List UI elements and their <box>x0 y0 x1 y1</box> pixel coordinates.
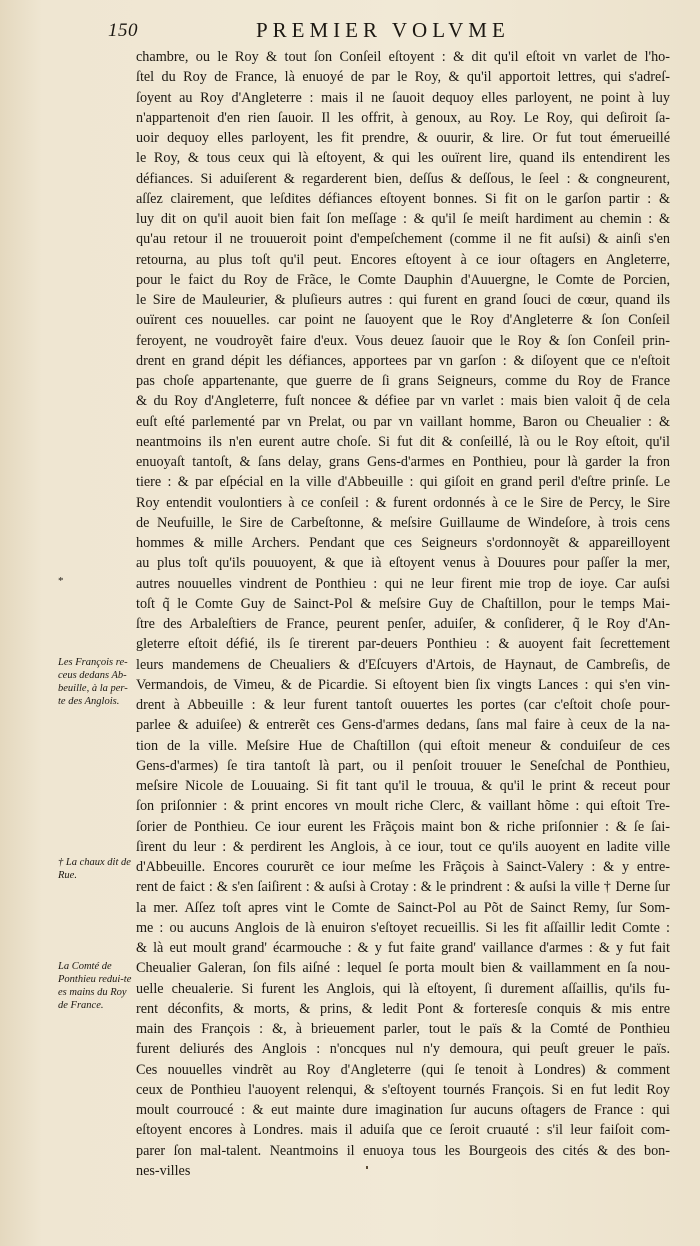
text-line: neantmoins ils n'en eurent autre choſe. Si fut dit & conſeillé, là ou le Roy eſtoit, qu'il <box>136 433 670 450</box>
catchword <box>136 1181 670 1201</box>
text-line: aſſez clairement, que leſdites défiances eſtoyent bonnes. Si fit on le garſon partir : & <box>136 190 670 207</box>
text-line: luy dit on qu'il auoit bien fait ſon meſſage : & qu'il ſe meiſt hardiment au chemin : & <box>136 211 670 227</box>
margin-note-rue <box>58 856 132 882</box>
text-line: ſorier de Ponthieu. Ce iour eurent les Frãçois maint bon & riche priſonnier : & ſe ſai- <box>136 818 670 835</box>
text-line: uoir dequoy elles parloyent, les fit prendre, & ouurir, & lire. Or fut tout émerueillé <box>136 130 670 146</box>
text-line: ſtel du Roy de France, là enuoyé de par le Roy, & qu'il apportoit lettres, qui s'adreſ- <box>136 69 670 86</box>
text-line: leurs mandemens de Cheualiers & d'Eſcuyers d'Artois, de Haynaut, de Cambreſis, de <box>136 656 670 673</box>
text-line: autres nouuelles vindrent de Ponthieu : qui ne leur firent mie trop de ioye. Car auſsi <box>136 575 670 592</box>
text-line: moult courroucé : & eut mainte dure imagination ſur aucuns oſtagers de France : qui <box>136 1102 670 1118</box>
text-line: me : ou aucuns Anglois de là enuiron s'eſtoyet recueillis. Si les fit aſſaillir ledit Comte : <box>136 919 670 936</box>
text-line: le Sire de Mauleurier, & pluſieurs autres : qui furent en grand ſouci de cœur, quand ils <box>136 292 670 308</box>
text-line: Cheualier Galeran, ſon fils aiſné : lequel ſe porta moult bien & vaillamment en ſa nou- <box>136 960 670 977</box>
margin-note-text: La Comté de Ponthieu redui-te es mains du Roy de France. <box>58 961 132 1011</box>
running-title: PREMIER VOLVME <box>256 18 510 42</box>
text-line: rent déconfits, & morts, & prins, & ledit Pont & forteresſe conquis & mis entre <box>136 1000 670 1017</box>
text-line: de Neufuille, le Sire de Carbeſtonne, & meſsire Guillaume de Windeſore, à trois cens <box>136 514 670 531</box>
margin-asterisk: * <box>58 575 64 587</box>
margin-note-text: Les François re-ceus dedans Ab-beuille, à la per-te des Anglois. <box>58 657 128 707</box>
text-line: ſon priſonnier : & print encores vn moult riche Clerc, & vaillant hõme : qui eſtoit Tre- <box>136 798 670 815</box>
text-line: hommes & mille Archers. Pendant que ces Seigneurs s'ordonnoyẽt & appareilloyent <box>136 535 670 551</box>
text-line: retourna, au plus toſt qu'il peut. Encores eſtoyent à ce iour oſtagers en Angleterre, <box>136 251 670 268</box>
text-line: enuoyaſt tantoſt, & ſans delay, grans Gens-d'armes en Ponthieu, pour là garder la fron <box>136 454 670 470</box>
text-line: uelle cheualerie. Si furent les Anglois, qui là eſtoyent, ſi durement aſſaillis, qu'ils fu- <box>136 980 670 997</box>
text-line: pas choſe appartenante, que guerre de ſi grans Seigneurs, comme du Roy de France <box>136 373 670 389</box>
text-line: nes-villes <box>136 1162 191 1179</box>
text-line: rent de faict : & s'en ſaiſirent : & auſsi à Crotay : & le prindrent : & auſsi la ville † Derne ſur <box>136 879 670 896</box>
text-line: & du Roy d'Angleterre, fuſt noncee & défiee par vn varlet : mais bien valoit q̃ de cela <box>136 393 670 410</box>
text-line: qu'au retour il ne trouueroit point d'empeſchement (comme il ne fit auſsi) & ainſi s'en <box>136 231 670 248</box>
text-line: tiere : & par eſpécial en la ville d'Abbeuille : qui giſoit en grand peril d'eſtre prinſe. Le <box>136 474 670 491</box>
text-line: Roy entendit voulontiers à ce conſeil : & furent ordonnés à ce le Sire de Percy, le Sire <box>136 494 670 511</box>
text-line: défiances. Si aduiſerent & regarderent bien, deſſus & deſſous, le ſeel : & congneurent, <box>136 170 670 187</box>
text-line: ouïrent ces nouuelles. car point ne ſauoyent que le Roy d'Angleterre & ſon Conſeil <box>136 312 670 329</box>
margin-note-abbeville <box>58 656 132 708</box>
text-line: feroyent, ne voudroyẽt faire d'eux. Vous deuez ſauoir que le Roy & ſon Conſeil prin- <box>136 332 670 349</box>
page-number: 150 <box>108 20 138 41</box>
text-line: d'Abbeuille. Encores coururẽt ce iour meſme les Frãçois à Sainct-Valery : & y entre- <box>136 859 670 875</box>
text-line: parlee & aduiſee) & entrerẽt ces Gens-d'armes dedans, ſans mal faire à ceux de la na- <box>136 717 670 734</box>
text-line: furent deliurés des Anglois : n'oncques nul n'y demoura, qui peuſt greuer le païs. <box>136 1041 670 1058</box>
text-line: euſt eſté parlementé par vn Prelat, ou par vn vaillant homme, Baron ou Cheualier : & <box>136 413 670 430</box>
text-line: ſoyent au Roy d'Angleterre : mais il ne ſauoit dequoy elles parloyent, ne point à luy <box>136 89 670 106</box>
text-line: le Roy, & tous ceux qui là eſtoyent, & qui les ouïrent lire, quand ils entendirent les <box>136 150 670 167</box>
text-line: pour le faict du Roy de Frãce, le Comte Dauphin d'Auuergne, le Comte de Porcien, <box>136 271 670 288</box>
text-line: Gens-d'armes) ſe tira tantoſt là part, ou il penſoit trouuer le Seneſchal de Ponthieu, <box>136 757 670 774</box>
text-line: ſirent du leur : & perdirent les Anglois, à ce iour, tout ce qu'ils auoyent en ladite ville <box>136 838 670 855</box>
margin-note-text: † La chaux dit de Rue. <box>58 857 131 881</box>
text-line: Ces nouuelles vindrẽt au Roy d'Angleterre (qui ſe tenoit à Londres) & comment <box>136 1061 670 1078</box>
text-line: chambre, ou le Roy & tout ſon Conſeil eſtoyent : & dit qu'il eſtoit vn varlet de l'ho- <box>136 49 670 65</box>
text-line: ſtre des Arbaleſtiers de France, peurent penſer, aduiſer, & conſiderer, q̃ le Roy d'An- <box>136 616 670 632</box>
text-line: drent à Abbeuille : & leur furent tantoſt ouuertes les portes (car c'eſtoit choſe pour- <box>136 697 670 713</box>
page-header <box>108 18 688 46</box>
text-line: toſt q̃ le Comte Guy de Sainct-Pol & meſsire Guy de Chaſtillon, pour le temps Mai- <box>136 595 670 612</box>
text-line: ceux de Ponthieu l'auoyent relenqui, & s'eſtoyent tournés François. Si en fut ledit Roy <box>136 1081 670 1098</box>
text-line: gleterre eſtoit défié, ils ſe tirerent par-deuers Ponthieu : & auoyent fait ſecrettement <box>136 636 670 653</box>
text-line: main des François : &, à brieuement parler, tout le païs & la Comté de Ponthieu <box>136 1021 670 1037</box>
text-line: n'appartenoit d'en rien ſauoir. Il les offrit, à genoux, au Roy. Le Roy, qui deſiroit ſa- <box>136 109 670 126</box>
text-line: au plus toſt qu'ils pouuoyent, & que ià eſtoyent venus à Douures pour paſſer la mer, <box>136 555 670 572</box>
text-line: parer ſon mal-talent. Neantmoins il enuoya tous les Bourgeois des cités & des bon- <box>136 1142 670 1159</box>
ink-speck <box>366 1166 368 1169</box>
text-line: la mer. Aſſez toſt apres vint le Comte de Sainct-Pol au Põt de Sainct Remy, ſur Som- <box>136 899 670 916</box>
margin-note-ponthieu <box>58 960 132 1012</box>
text-line: & là eut moult grand' écarmouche : & y fut faite grand' vaillance d'armes : & y fut fait <box>136 940 670 956</box>
text-line: tion de la ville. Meſsire Hue de Chaſtillon (qui eſtoit meneur & conduiſeur de ces <box>136 737 670 754</box>
text-line: drent en grand dépit les défiances, apportees par vn garſon : & diſoyent que ce n'eſtoit <box>136 352 670 369</box>
text-line: meſsire Nicole de Louuaing. Si fit tant qu'il le trouua, & qu'il le print & receut pour <box>136 778 670 794</box>
text-line: Vermandois, de Vimeu, & de Picardie. Si eſtoyent bien ſix vingts Lances : qui s'en vin- <box>136 676 670 693</box>
text-line: eſtoyent encores à Londres. mais il aduiſa que ce ſeroit cruauté : s'il leur faiſoit com- <box>136 1122 670 1139</box>
body-text <box>136 47 670 1201</box>
